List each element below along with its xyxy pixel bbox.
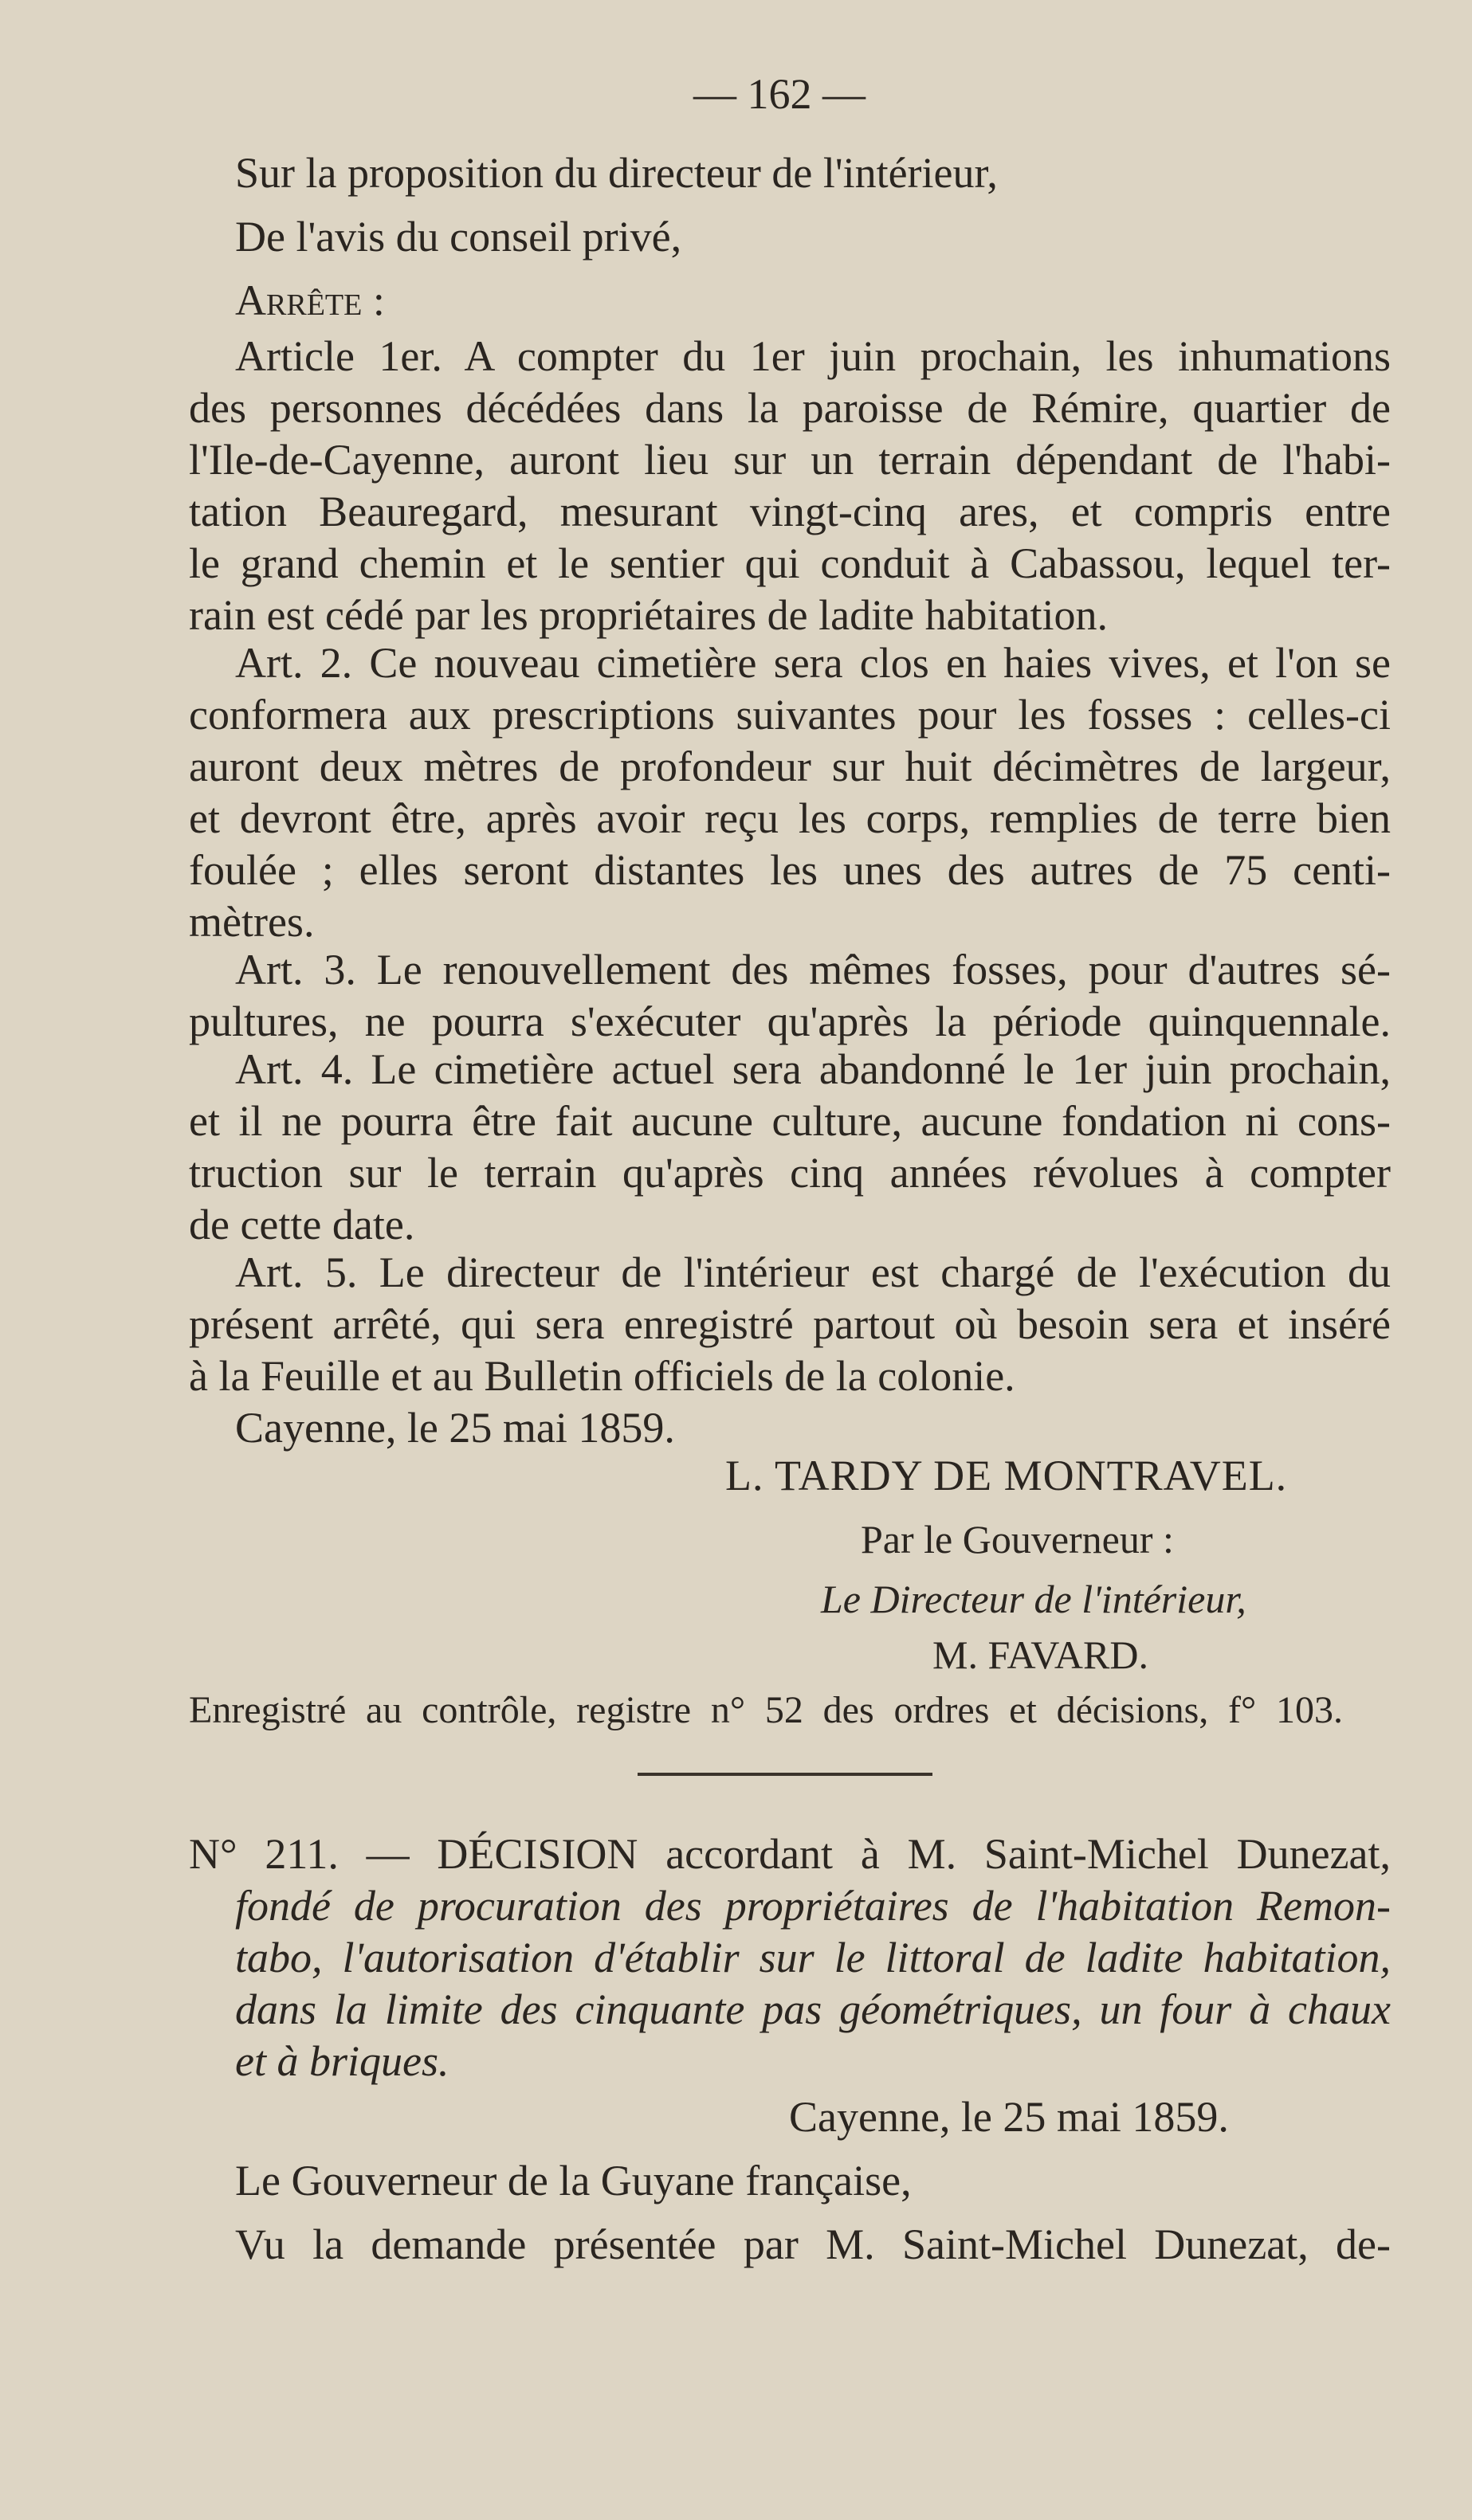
- text-line: Vu la demande présentée par M. Saint-Michel Dunezat, de-: [235, 2220, 1391, 2268]
- text-line: et à briques.: [235, 2037, 449, 2085]
- text-line: dans la limite des cinquante pas géométriques, un four à chaux: [235, 1985, 1391, 2033]
- text-line: tabo, l'autorisation d'établir sur le littoral de ladite habitation,: [235, 1934, 1391, 1981]
- text-line: conformera aux prescriptions suivantes pour les fosses : celles-ci: [189, 691, 1391, 739]
- text-line: pultures, ne pourra s'exécuter qu'après la période quinquennale.: [189, 997, 1391, 1045]
- text-line: le grand chemin et le sentier qui conduit à Cabassou, lequel ter-: [189, 539, 1391, 587]
- text-line: Article 1er. A compter du 1er juin prochain, les inhumations: [235, 332, 1391, 380]
- text-line: fondé de procuration des propriétaires de l'habitation Remon-: [235, 1882, 1391, 1930]
- decision-heading: N° 211. — DÉCISION accordant à M. Saint-Michel Dunezat,: [189, 1830, 1391, 1878]
- text-line: et il ne pourra être fait aucune culture, aucune fondation ni cons-: [189, 1097, 1391, 1145]
- text-line: l'Ile-de-Cayenne, auront lieu sur un terrain dépendant de l'habi-: [189, 436, 1391, 484]
- signature-governor: L. TARDY DE MONTRAVEL.: [725, 1452, 1288, 1499]
- text-line: mètres.: [189, 898, 315, 946]
- text-line: foulée ; elles seront distantes les unes des autres de 75 centi-: [189, 846, 1391, 894]
- text-line: présent arrêté, qui sera enregistré partout où besoin sera et inséré: [189, 1300, 1391, 1348]
- signature-name: M. FAVARD.: [932, 1632, 1148, 1677]
- signature-by-line: Par le Gouverneur :: [861, 1517, 1174, 1562]
- date-line: Cayenne, le 25 mai 1859.: [789, 2093, 1229, 2141]
- text-line: des personnes décédées dans la paroisse de Rémire, quartier de: [189, 384, 1391, 432]
- text-line: auront deux mètres de profondeur sur huit décimètres de largeur,: [189, 743, 1391, 790]
- text-line: et devront être, après avoir reçu les corps, remplies de terre bien: [189, 794, 1391, 842]
- text-line: à la Feuille et au Bulletin officiels de la colonie.: [189, 1352, 1015, 1400]
- text-line: Art. 5. Le directeur de l'intérieur est chargé de l'exécution du: [235, 1248, 1391, 1296]
- text-line: Art. 2. Ce nouveau cimetière sera clos en haies vives, et l'on se: [235, 639, 1391, 687]
- text-line: Art. 4. Le cimetière actuel sera abandonné le 1er juin prochain,: [235, 1045, 1391, 1093]
- arrete-heading: Arrête :: [235, 276, 385, 324]
- page-number: — 162 —: [693, 70, 866, 118]
- text-line: de cette date.: [189, 1201, 415, 1248]
- text-line: Sur la proposition du directeur de l'intérieur,: [235, 149, 998, 197]
- registration-note: Enregistré au contrôle, registre n° 52 des ordres et décisions, f° 103.: [189, 1689, 1343, 1731]
- signature-title: Le Directeur de l'intérieur,: [821, 1577, 1246, 1621]
- governor-line: Le Gouverneur de la Guyane française,: [235, 2157, 912, 2205]
- section-divider: [638, 1773, 932, 1776]
- text-line: Art. 3. Le renouvellement des mêmes fosses, pour d'autres sé-: [235, 946, 1391, 993]
- text-line: truction sur le terrain qu'après cinq années révolues à compter: [189, 1149, 1391, 1197]
- text-line: tation Beauregard, mesurant vingt-cinq ares, et compris entre: [189, 488, 1391, 535]
- text-line: De l'avis du conseil privé,: [235, 213, 682, 261]
- date-line: Cayenne, le 25 mai 1859.: [235, 1404, 675, 1452]
- text-line: rain est cédé par les propriétaires de ladite habitation.: [189, 591, 1109, 639]
